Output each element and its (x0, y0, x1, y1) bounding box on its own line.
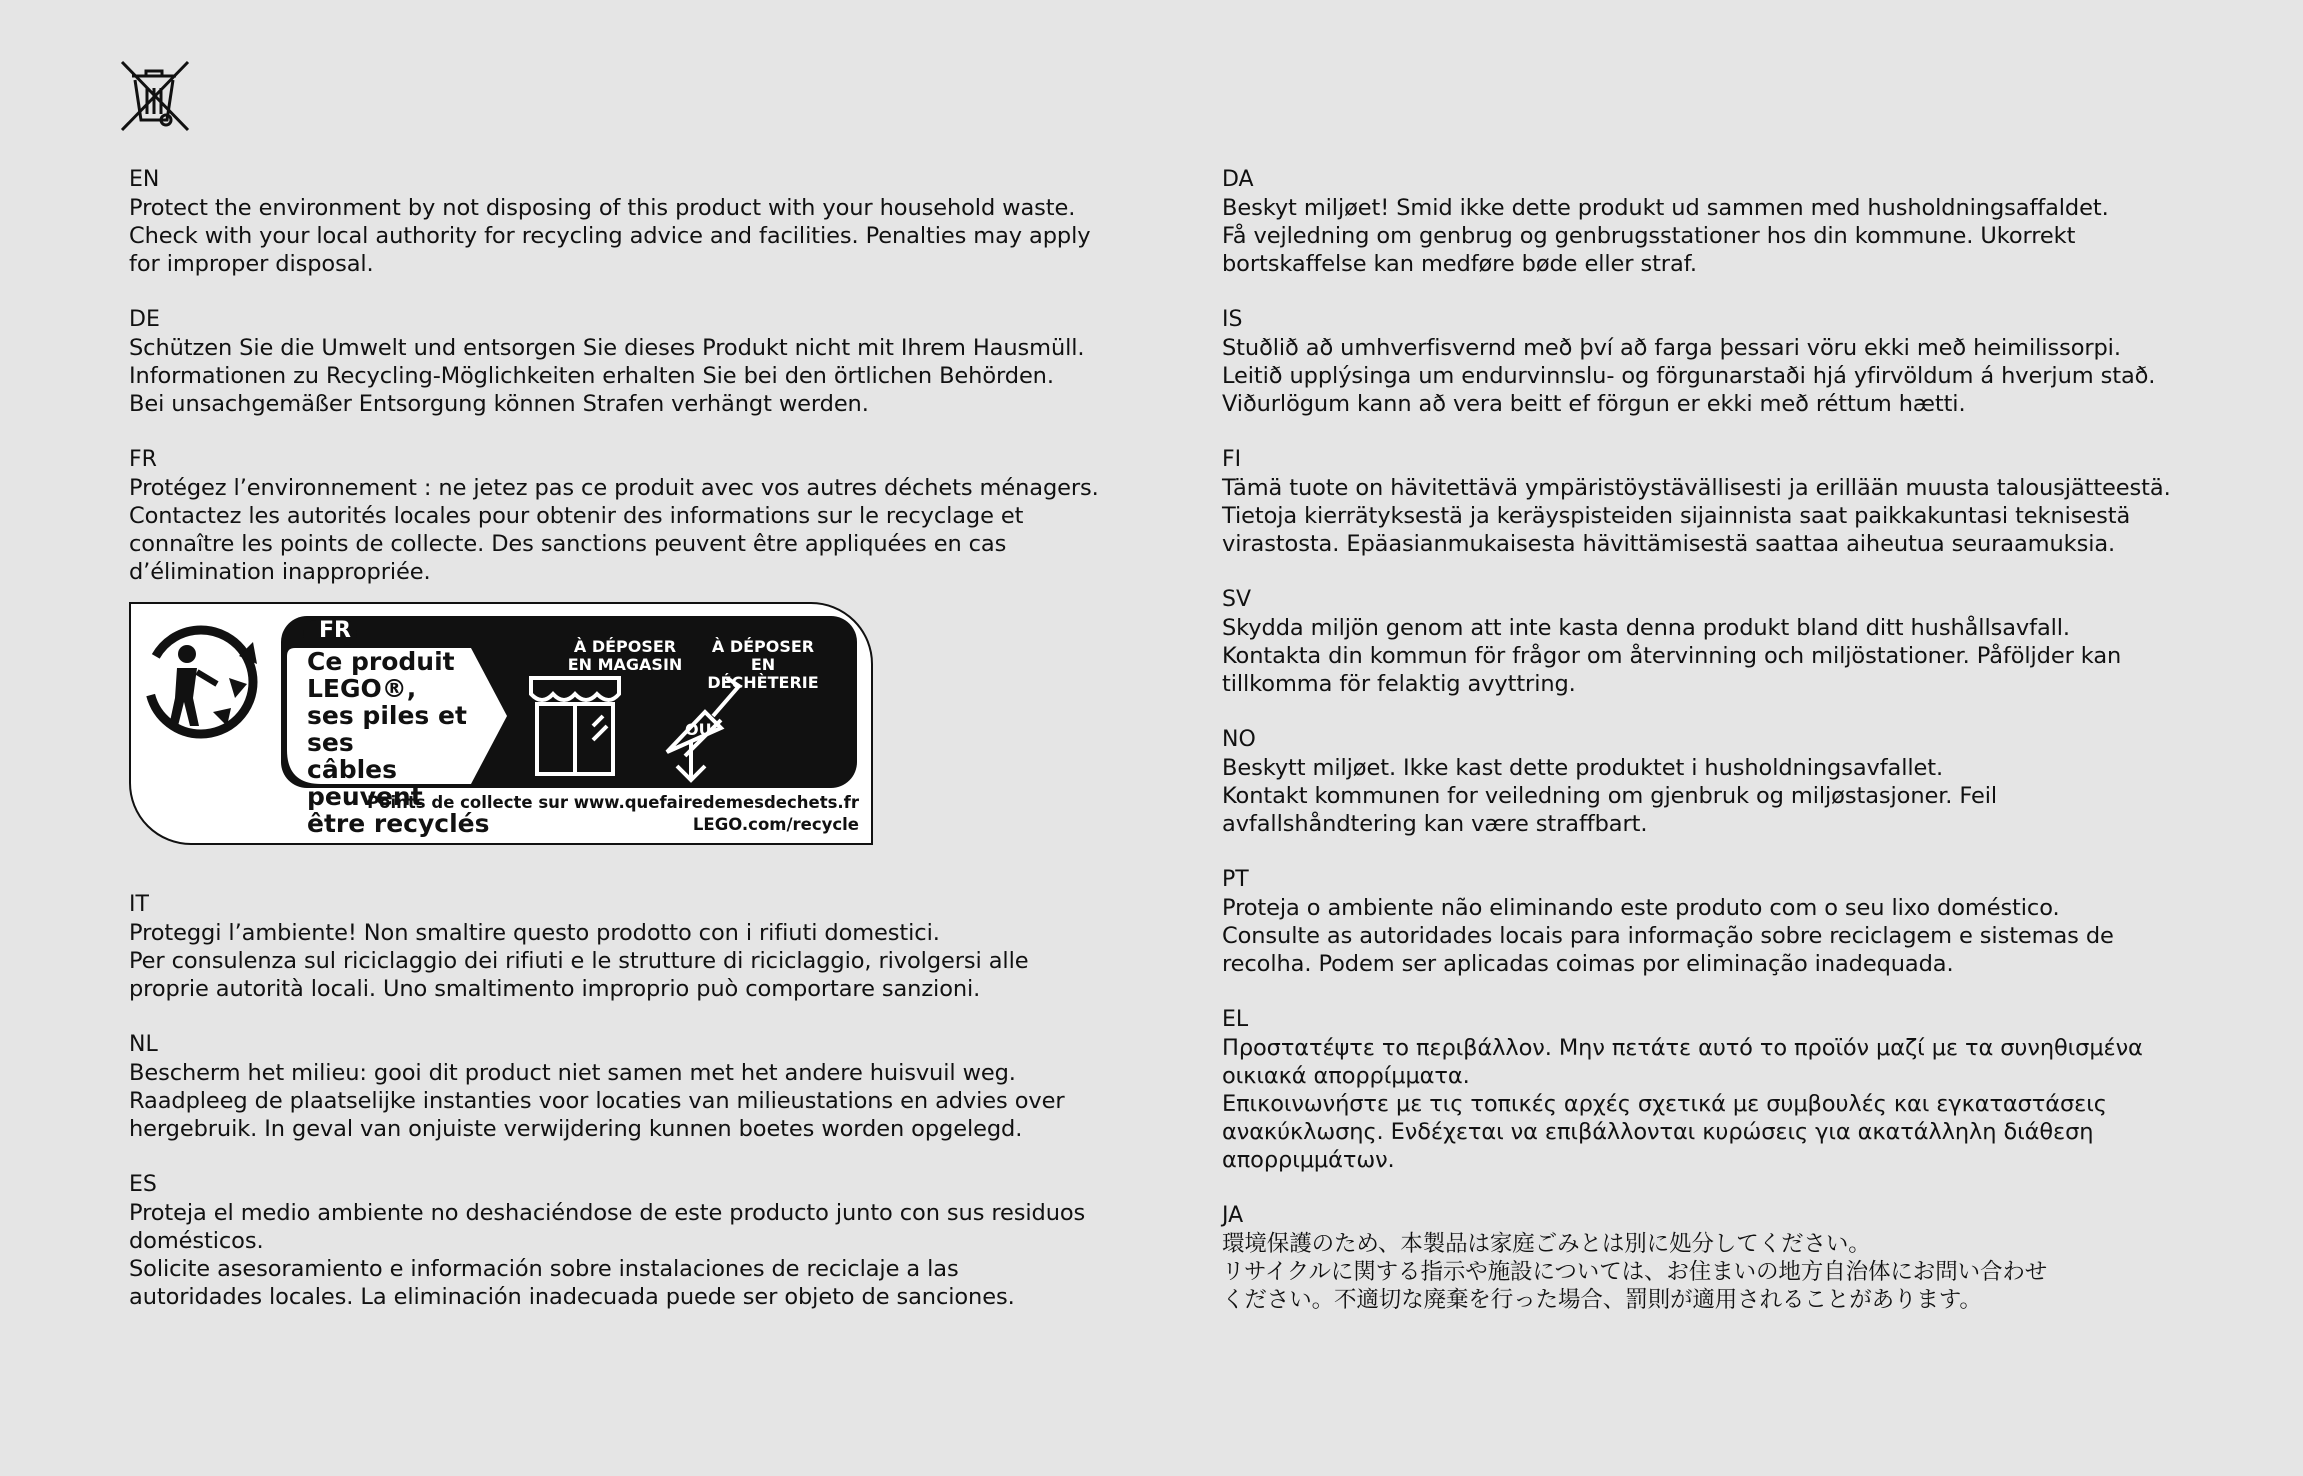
lang-code: IS (1222, 307, 1243, 332)
section-ja (1222, 1202, 2272, 1314)
triman-main-text: Ce produit LEGO®, ses piles et ses câbles peuvent être recyclés (307, 647, 490, 838)
lang-code: DE (129, 307, 160, 332)
disposal-text: Protégez l’environnement : ne jetez pas ce produit avec vos autres déchets ménagers. Contactez les autorités locales pour obtenir des informations sur le recyclage et connaître les points de collecte. Des sanctions peuvent être appliquées en cas d’élimination inappropriée. (129, 475, 1099, 585)
lang-code: PT (1222, 867, 1249, 892)
disposal-text: Stuðlið að umhverfisvernd með því að farga þessari vöru ekki með heimilissorpi. Leitið upplýsinga um endurvinnslu- og förgunarstaði hjá yfirvöldum á hverjum stað. Viðurlögum kann að vera beitt ef förgun er ekki með réttum hætti. (1222, 335, 2156, 417)
lang-code: JA (1222, 1203, 1244, 1228)
disposal-text: Schützen Sie die Umwelt und entsorgen Sie dieses Produkt nicht mit Ihrem Hausmüll. Informationen zu Recycling-Möglichkeiten erhalten Sie bei den örtlichen Behörden. Bei unsachgemäßer Entsorgung können Strafen verhängt werden. (129, 335, 1085, 417)
lang-code: NL (129, 1032, 158, 1057)
lang-code: FR (129, 447, 157, 472)
section-es (129, 1171, 1119, 1311)
lang-code: EL (1222, 1007, 1249, 1032)
section-nl (129, 1031, 1119, 1143)
lang-code: DA (1222, 167, 1254, 192)
crossed-out-wheelie-bin-icon (116, 58, 192, 134)
triman-recycling-label (129, 602, 873, 845)
store-label: À DÉPOSER EN MAGASIN (567, 637, 683, 674)
section-it (129, 891, 1119, 1003)
section-no (1222, 726, 2272, 838)
disposal-text: Beskytt miljøet. Ikke kast dette produktet i husholdningsavfallet. Kontakt kommunen for veiledning om gjenbruk og miljøstasjoner. Feil avfallshåndtering kan være straffbart. (1222, 755, 1998, 837)
right-column (1222, 166, 2272, 1342)
disposal-text: Bescherm het milieu: gooi dit product niet samen met het andere huisvuil weg. Raadpleeg de plaatselijke instanties voor locaties van milieustations en advies over hergebruik. In geval van onjuiste verwijdering kunnen boetes worden opgelegd. (129, 1060, 1065, 1142)
section-fr (129, 446, 1119, 586)
triman-recycling-icon (143, 616, 269, 742)
section-is (1222, 306, 2272, 418)
section-de (129, 306, 1119, 418)
section-pt (1222, 866, 2272, 978)
lang-code: NO (1222, 727, 1256, 752)
disposal-text: Tämä tuote on hävitettävä ympäristöystävällisesti ja erillään muusta talousjätteestä. Tietoja kierrätyksestä ja keräyspisteiden sijainnista saat paikkakuntasi teknisestä virastosta. Epäasianmukaisesta hävittämisestä saattaa aiheutua seuraamuksia. (1222, 475, 2171, 557)
section-en (129, 166, 1119, 278)
lang-code: IT (129, 892, 149, 917)
disposal-text: 環境保護のため、本製品は家庭ごみとは別に処分してください。 リサイクルに関する指示や施設については、お住まいの地方自治体にお問い合わせ ください。不適切な廃棄を行った場合、罰則が適用されることがあります。 (1222, 1231, 2048, 1313)
fr-badge: FR (319, 618, 351, 643)
lang-code: SV (1222, 587, 1252, 612)
lang-code: EN (129, 167, 160, 192)
disposal-text: Proteja el medio ambiente no deshaciéndose de este producto junto con sus residuos domésticos. Solicite asesoramiento e información sobre instalaciones de reciclaje a las autoridades locales. La eliminación inadecuada puede ser objeto de sanciones. (129, 1200, 1086, 1310)
lang-code: ES (129, 1172, 157, 1197)
section-fi (1222, 446, 2272, 558)
lang-code: FI (1222, 447, 1242, 472)
disposal-text: Skydda miljön genom att inte kasta denna produkt bland ditt hushållsavfall. Kontakta din kommun för frågor om återvinning och miljöstationer. Påföljder kan tillkomma för felaktig avyttring. (1222, 615, 2122, 697)
ou-label: OU (685, 720, 712, 739)
left-column (129, 166, 1119, 1339)
triman-footer: Points de collecte sur www.quefairedemesdechets.fr LEGO.com/recycle (367, 793, 859, 834)
section-el (1222, 1006, 2272, 1174)
section-sv (1222, 586, 2272, 698)
disposal-text: Protect the environment by not disposing of this product with your household waste. Check with your local authority for recycling advice and facilities. Penalties may apply for improper disposal. (129, 195, 1091, 277)
dechetterie-label: À DÉPOSER EN DÉCHÈTERIE (707, 637, 819, 692)
disposal-text: Beskyt miljøet! Smid ikke dette produkt ud sammen med husholdningsaffaldet. Få vejledning om genbrug og genbrugsstationer hos din kommune. Ukorrekt bortskaffelse kan medføre bøde eller straf. (1222, 195, 2109, 277)
disposal-text: Proteja o ambiente não eliminando este produto com o seu lixo doméstico. Consulte as autoridades locais para informação sobre reciclagem e sistemas de recolha. Podem ser aplicadas coimas por eliminação inadequada. (1222, 895, 2114, 977)
disposal-text: Proteggi l’ambiente! Non smaltire questo prodotto con i rifiuti domestici. Per consulenza sul riciclaggio dei rifiuti e le strutture di riciclaggio, rivolgersi alle proprie autorità locali. Uno smaltimento improprio può comportare sanzioni. (129, 920, 1029, 1002)
section-da (1222, 166, 2272, 278)
disposal-text: Προστατέψτε το περιβάλλον. Μην πετάτε αυτό το προϊόν μαζί με τα συνηθισμένα οικιακά απορρίμματα. Επικοινωνήστε με τις τοπικές αρχές σχετικά με συμβουλές και εγκαταστάσεις ανακύκλωσης. Ενδέχεται να επιβάλλονται κυρώσεις για ακατάλληλη διάθεση απορριμμάτων. (1222, 1035, 2143, 1173)
